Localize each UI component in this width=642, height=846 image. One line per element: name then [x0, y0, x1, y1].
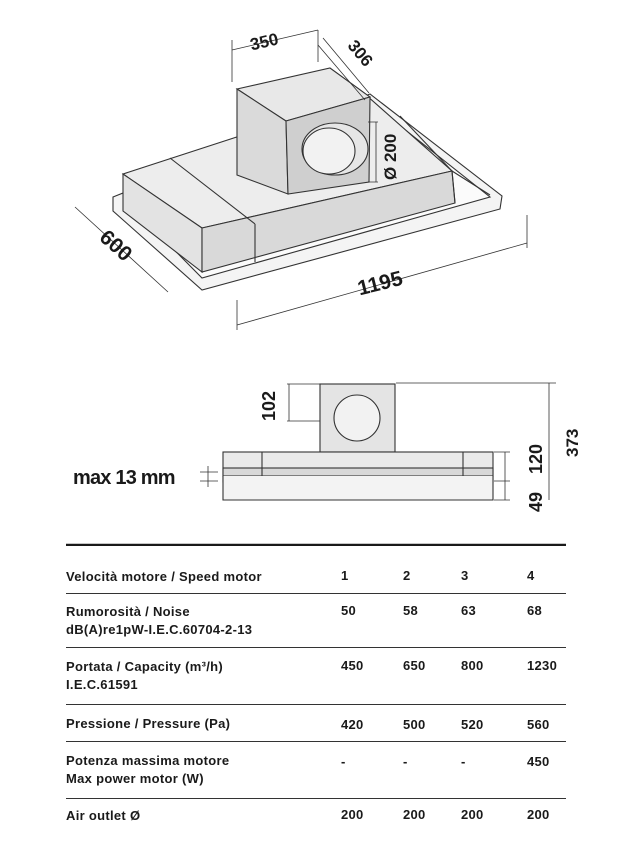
cell: 50 [341, 602, 357, 618]
cell: - [341, 753, 346, 769]
cell: 560 [527, 716, 550, 732]
row-sublabel: dB(A)re1pW-I.E.C.60704-2-13 [66, 621, 253, 637]
cell: 4 [527, 568, 535, 583]
table-row [66, 593, 566, 647]
spec-table [66, 550, 566, 832]
cell: 520 [461, 716, 484, 732]
cell: 420 [341, 716, 364, 732]
cell: 650 [403, 657, 426, 673]
cell: 1 [341, 568, 349, 583]
row-label: Velocità motore / Speed motor [66, 569, 262, 584]
row-label: Pressione / Pressure (Pa) [66, 715, 231, 731]
table-row [66, 550, 566, 593]
front-outlet [334, 395, 380, 441]
cell: 2 [403, 568, 411, 583]
cell: 3 [461, 568, 469, 583]
cell: 200 [341, 806, 364, 822]
cell: 450 [341, 657, 364, 673]
row-label: Potenza massima motore [66, 752, 230, 768]
cell: - [461, 753, 466, 769]
dim-side: 600 [94, 225, 137, 267]
iso-outlet-inner [303, 128, 355, 174]
cell: 200 [527, 806, 550, 822]
cell: 800 [461, 657, 484, 673]
table-row [66, 704, 566, 741]
cell: - [403, 753, 408, 769]
dim-width: 350 [248, 29, 281, 55]
dim-102: 102 [259, 390, 279, 421]
dim-length: 1195 [355, 266, 406, 301]
dim-diameter: Ø 200 [381, 133, 400, 180]
row-sublabel: I.E.C.61591 [66, 676, 138, 692]
row-sublabel: Max power motor (W) [66, 770, 204, 786]
row-label: Air outlet Ø [66, 807, 141, 823]
dim-373: 373 [563, 428, 582, 457]
dim-max-13mm: max 13 mm [73, 467, 175, 489]
cell: 200 [403, 806, 426, 822]
cell: 200 [461, 806, 484, 822]
cell: 63 [461, 602, 477, 618]
table-row [66, 647, 566, 704]
table-row [66, 798, 566, 832]
row-label: Portata / Capacity (m³/h) [66, 658, 224, 674]
cell: 450 [527, 753, 550, 769]
cell: 58 [403, 602, 419, 618]
dim-49: 49 [526, 491, 546, 512]
row-label: Rumorosità / Noise [66, 603, 190, 619]
dim-120: 120 [526, 443, 546, 474]
cell: 500 [403, 716, 426, 732]
cell: 1230 [527, 657, 558, 673]
isometric-view [70, 30, 527, 330]
dim-depth: 306 [343, 36, 377, 71]
table-row [66, 741, 566, 798]
front-view [200, 383, 556, 500]
front-frame [223, 468, 493, 476]
cell: 68 [527, 602, 543, 618]
